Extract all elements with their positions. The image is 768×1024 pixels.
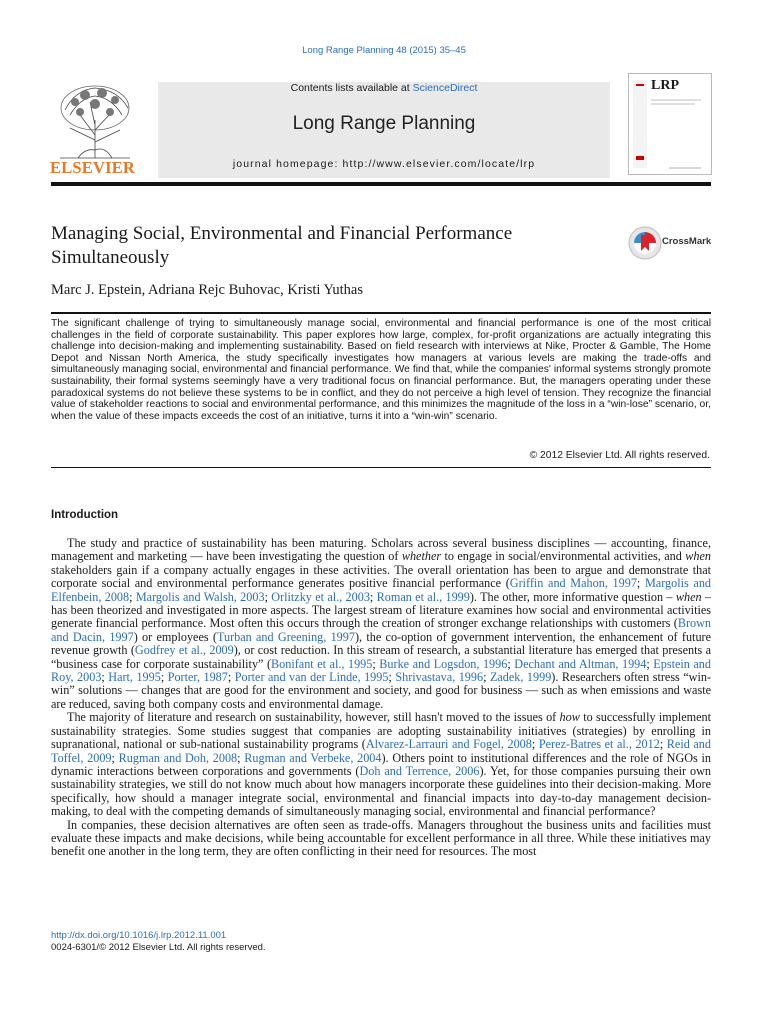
citation-link[interactable]: Godfrey et al., 2009 — [134, 643, 234, 658]
journal-citation[interactable]: Long Range Planning 48 (2015) 35–45 — [302, 45, 466, 56]
body-text: ; — [372, 656, 380, 671]
body-text: ; — [111, 750, 119, 765]
citation-link[interactable]: Porter, 1987 — [167, 670, 228, 685]
body-paragraph — [51, 819, 711, 859]
body-text: The study and practice of sustainability has been maturing. Scholars across several business disciplines — accounting, finance, management and marketing — have been investigating the question of — [51, 536, 711, 564]
body-text: ). Yet, for those companies pursuing their own sustainability strategies, we still do not know much about how managers incorporate these guidelines into their decision-making. More specifically, how should a manager integrate social, environmental and financial impacts into day-to-day management decision-making, to deal with the competing demands of simultaneously managing social, environmental and financial performance? — [51, 763, 711, 819]
body-paragraph — [51, 711, 711, 818]
cover-title: LRP — [651, 78, 679, 93]
citation-link[interactable]: Burke and Logsdon, 1996 — [379, 656, 508, 671]
body-text: ; — [264, 589, 272, 604]
body-text: ). The other, more informative question – — [469, 589, 676, 604]
body-text: ; — [227, 670, 235, 685]
citation-link[interactable]: Epstein and Roy, 2003 — [51, 656, 711, 685]
body-text: ; — [483, 670, 490, 685]
sciencedirect-link[interactable]: ScienceDirect — [412, 82, 478, 94]
citation-link[interactable]: Reid and Toffel, 2009 — [51, 737, 711, 765]
journal-title: Long Range Planning — [292, 113, 476, 134]
citation-link[interactable]: Doh and Terrence, 2006 — [359, 763, 480, 778]
body-text: In companies, these decision alternatives are often seen as trade-offs. Managers throughout the business units and facilities must evaluate these impacts and make decisions, while being accountable for excellent performance in all three. While these initiatives may benefit one another in the long term, they are often conflicting in their need for resources. The most — [51, 817, 711, 859]
author-list: Marc J. Epstein, Adriana Rejc Buhovac, Kristi Yuthas — [51, 282, 363, 298]
citation-link[interactable]: Griffin and Mahon, 1997 — [509, 576, 637, 591]
crossmark-icon — [628, 226, 662, 260]
abstract-copyright: © 2012 Elsevier Ltd. All rights reserved. — [529, 450, 710, 461]
body-text: ). Others point to institutional differences and the role of NGOs in dynamic interactions between corporations and governments ( — [51, 750, 712, 778]
crossmark-label: CrossMark — [662, 236, 712, 247]
citation-link[interactable]: Rugman and Verbeke, 2004 — [244, 750, 382, 765]
body-text: ; — [646, 656, 654, 671]
body-paragraph — [51, 537, 711, 711]
citation-link[interactable]: Rugman and Doh, 2008 — [118, 750, 238, 765]
abstract-top-rule — [51, 312, 711, 314]
body-text: – has been theorized and investigated in more aspects. The largest stream of literature examines how social and environmental activities generate financial performance. Most often this occurs through the creation of stronger exchange relationships with customers ( — [51, 589, 712, 631]
body-text: to engage in social/environmental activities, and — [441, 549, 686, 564]
contents-availability — [158, 82, 610, 94]
citation-link[interactable]: Turban and Greening, 1997 — [216, 629, 355, 644]
citation-link[interactable]: Margolis and Elfenbein, 2008 — [51, 576, 712, 604]
body-text: ; — [659, 737, 667, 752]
emphasis-text: when — [685, 549, 711, 564]
body-text: ; — [636, 576, 645, 591]
citation-link[interactable]: Zadek, 1999 — [489, 670, 552, 685]
doi-link[interactable]: http://dx.doi.org/10.1016/j.lrp.2012.11.001 — [51, 930, 227, 941]
citation-link[interactable]: Orlitzky et al., 2003 — [271, 589, 370, 604]
emphasis-text: whether — [401, 549, 442, 564]
article-body — [51, 537, 711, 859]
citation-link[interactable]: Margolis and Walsh, 2003 — [135, 589, 265, 604]
body-text: ; — [507, 656, 515, 671]
contents-prefix: Contents lists available at — [290, 82, 413, 94]
issn-copyright: 0024-6301/© 2012 Elsevier Ltd. All rights reserved. — [51, 942, 266, 953]
body-text: ; — [101, 670, 109, 685]
body-text: ; — [531, 737, 539, 752]
header-rule — [51, 182, 711, 186]
body-text: ; — [237, 750, 245, 765]
body-text: ; — [388, 670, 396, 685]
section-heading-introduction: Introduction — [51, 509, 119, 521]
body-text: to successfully implement sustainability strategies. Some studies suggest that companies are adopting sustainability initiatives (strategies) by enrolling in supranational, national or sub-national sustainability programs ( — [51, 710, 711, 752]
article-title: Managing Social, Environmental and Financial Performance Simultaneously — [51, 223, 513, 268]
citation-link[interactable]: Dechant and Altman, 1994 — [514, 656, 647, 671]
citation-link[interactable]: Bonifant et al., 1995 — [271, 656, 373, 671]
body-text: ; — [369, 589, 377, 604]
citation-link[interactable]: Shrivastava, 1996 — [395, 670, 484, 685]
body-text: ; — [160, 670, 168, 685]
abstract-text: The significant challenge of trying to simultaneously manage social, environmental and financial performance is one of the most critical challenges in the field of corporate sustainability. This paper explores how large, complex, for-profit organizations are actually integrating this challenge into decision-making and implementing sustainability. Based on field research with interviews at Nike, Procter & Gamble, The Home Depot and Nissan North America, the study specifically investigates how managers at various levels are making the trade-offs and simultaneously managing social, environmental and financial performance. We find that, while the companies' informal systems strongly promote sustainability, their formal systems seemingly have a very traditional focus on financial performance. But, the managers operating under these paradoxical systems do not believe these systems to be in conflict, and they do not perceive a high level of tension. They recognize the financial value of stakeholder reactions to social and environmental performance, and this minimizes the magnitude of the loss in a “win-lose” scenario, or, when the value of these impacts exceeds the cost of an initiative, turns it into a “win-win” scenario. — [51, 318, 711, 422]
body-text: ; — [129, 589, 136, 604]
body-text: The majority of literature and research on sustainability, however, still hasn't moved to the issues of — [67, 710, 560, 725]
citation-link[interactable]: Perez-Batres et al., 2012 — [538, 737, 660, 752]
body-text: stakeholders gain if a company actually engages in these activities. The overall orientation has been to argue and demonstrate that corporate social and environmental performance generates positive financial performance ( — [51, 562, 711, 591]
emphasis-text: when — [675, 589, 702, 604]
citation-link[interactable]: Brown and Dacin, 1997 — [51, 616, 711, 644]
body-text: ). Researchers often stress “win-win” solutions — changes that are good for the environment and society, and good for business — such as when emissions and waste are reduced, saving both company costs and environmental damage. — [51, 670, 712, 711]
citation-link[interactable]: Hart, 1995 — [108, 670, 161, 685]
abstract-bottom-rule — [51, 467, 711, 468]
journal-homepage[interactable]: journal homepage: http://www.elsevier.com/locate/lrp — [232, 158, 536, 170]
body-text: ), the co-option of government intervention, the enhancement of future revenue growth ( — [51, 629, 712, 658]
citation-link[interactable]: Alvarez-Larrauri and Fogel, 2008 — [365, 737, 532, 752]
page-footer — [51, 930, 266, 954]
journal-cover-thumbnail — [628, 73, 712, 175]
publisher-logo-text: ELSEVIER — [50, 158, 136, 177]
emphasis-text: how — [559, 710, 580, 725]
body-text: ), or cost reduction. In this stream of research, a substantial literature has emerged that presents a “business case for corporate sustainability” ( — [51, 643, 712, 671]
body-text: ) or employees ( — [133, 629, 217, 644]
citation-link[interactable]: Roman et al., 1999 — [376, 589, 470, 604]
citation-link[interactable]: Porter and van der Linde, 1995 — [234, 670, 389, 685]
crossmark-badge[interactable] — [628, 226, 712, 260]
